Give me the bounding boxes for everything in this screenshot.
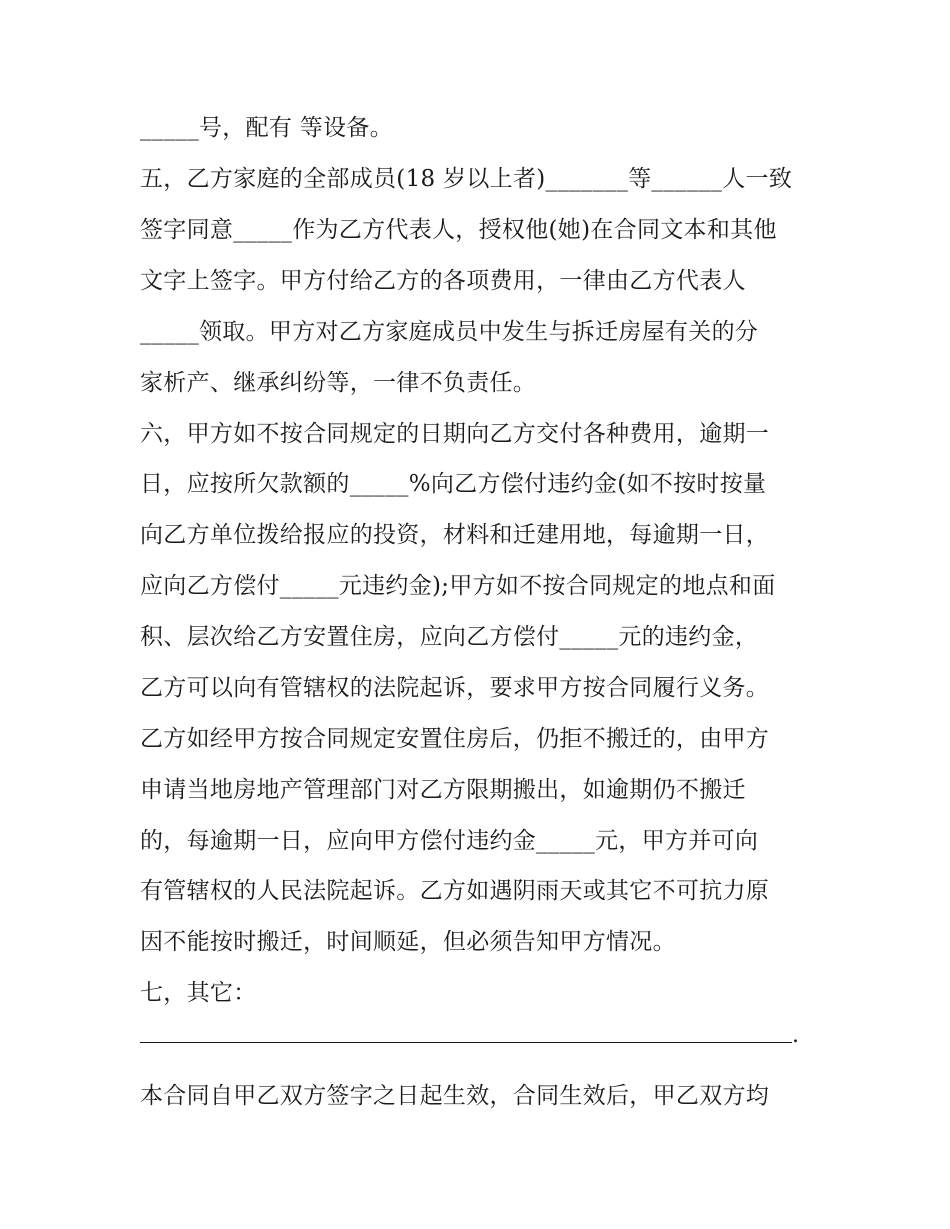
text-line: 签字同意_____作为乙方代表人，授权他(她)在合同文本和其他 <box>140 217 777 243</box>
text-line: 五，乙方家庭的全部成员(18 岁以上者)_______等______人一致 <box>140 166 793 192</box>
text-line: 的，每逾期一日，应向甲方偿付违约金_____元，甲方并可向 <box>140 828 759 854</box>
text-line: 六，甲方如不按合同规定的日期向乙方交付各种费用，逾期一 <box>140 421 770 447</box>
fill-in-line <box>140 1042 792 1043</box>
text-line: 因不能按时搬迁，时间顺延，但必须告知甲方情况。 <box>140 929 676 955</box>
text-line: 有管辖权的人民法院起诉。乙方如遇阴雨天或其它不可抗力原 <box>140 878 770 904</box>
text-line: 日，应按所欠款额的_____%向乙方偿付违约金(如不按时按量 <box>140 471 767 497</box>
text-line: 家析产、继承纠纷等，一律不负责任。 <box>140 370 537 396</box>
text-line: _____领取。甲方对乙方家庭成员中发生与拆迁房屋有关的分 <box>140 319 759 345</box>
text-line: 应向乙方偿付_____元违约金);甲方如不按合同规定的地点和面 <box>140 573 776 599</box>
text-line: 积、层次给乙方安置住房，应向乙方偿付_____元的违约金， <box>140 624 759 650</box>
text-line: _____号，配有 等设备。 <box>140 115 394 141</box>
text-line: 文字上签字。甲方付给乙方的各项费用，一律由乙方代表人 <box>140 268 746 294</box>
text-line: 乙方可以向有管辖权的法院起诉，要求甲方按合同履行义务。 <box>140 675 770 701</box>
text-line: 七，其它： <box>140 980 257 1006</box>
text-line: 向乙方单位拨给报应的投资，材料和迁建用地，每逾期一日， <box>140 522 770 548</box>
fill-in-line-end: . <box>792 1023 799 1048</box>
text-line: 乙方如经甲方按合同规定安置住房后，仍拒不搬迁的，由甲方 <box>140 726 770 752</box>
text-line: 申请当地房地产管理部门对乙方限期搬出，如逾期仍不搬迁 <box>140 777 746 803</box>
text-line: 本合同自甲乙双方签字之日起生效，合同生效后，甲乙双方均 <box>140 1083 770 1109</box>
